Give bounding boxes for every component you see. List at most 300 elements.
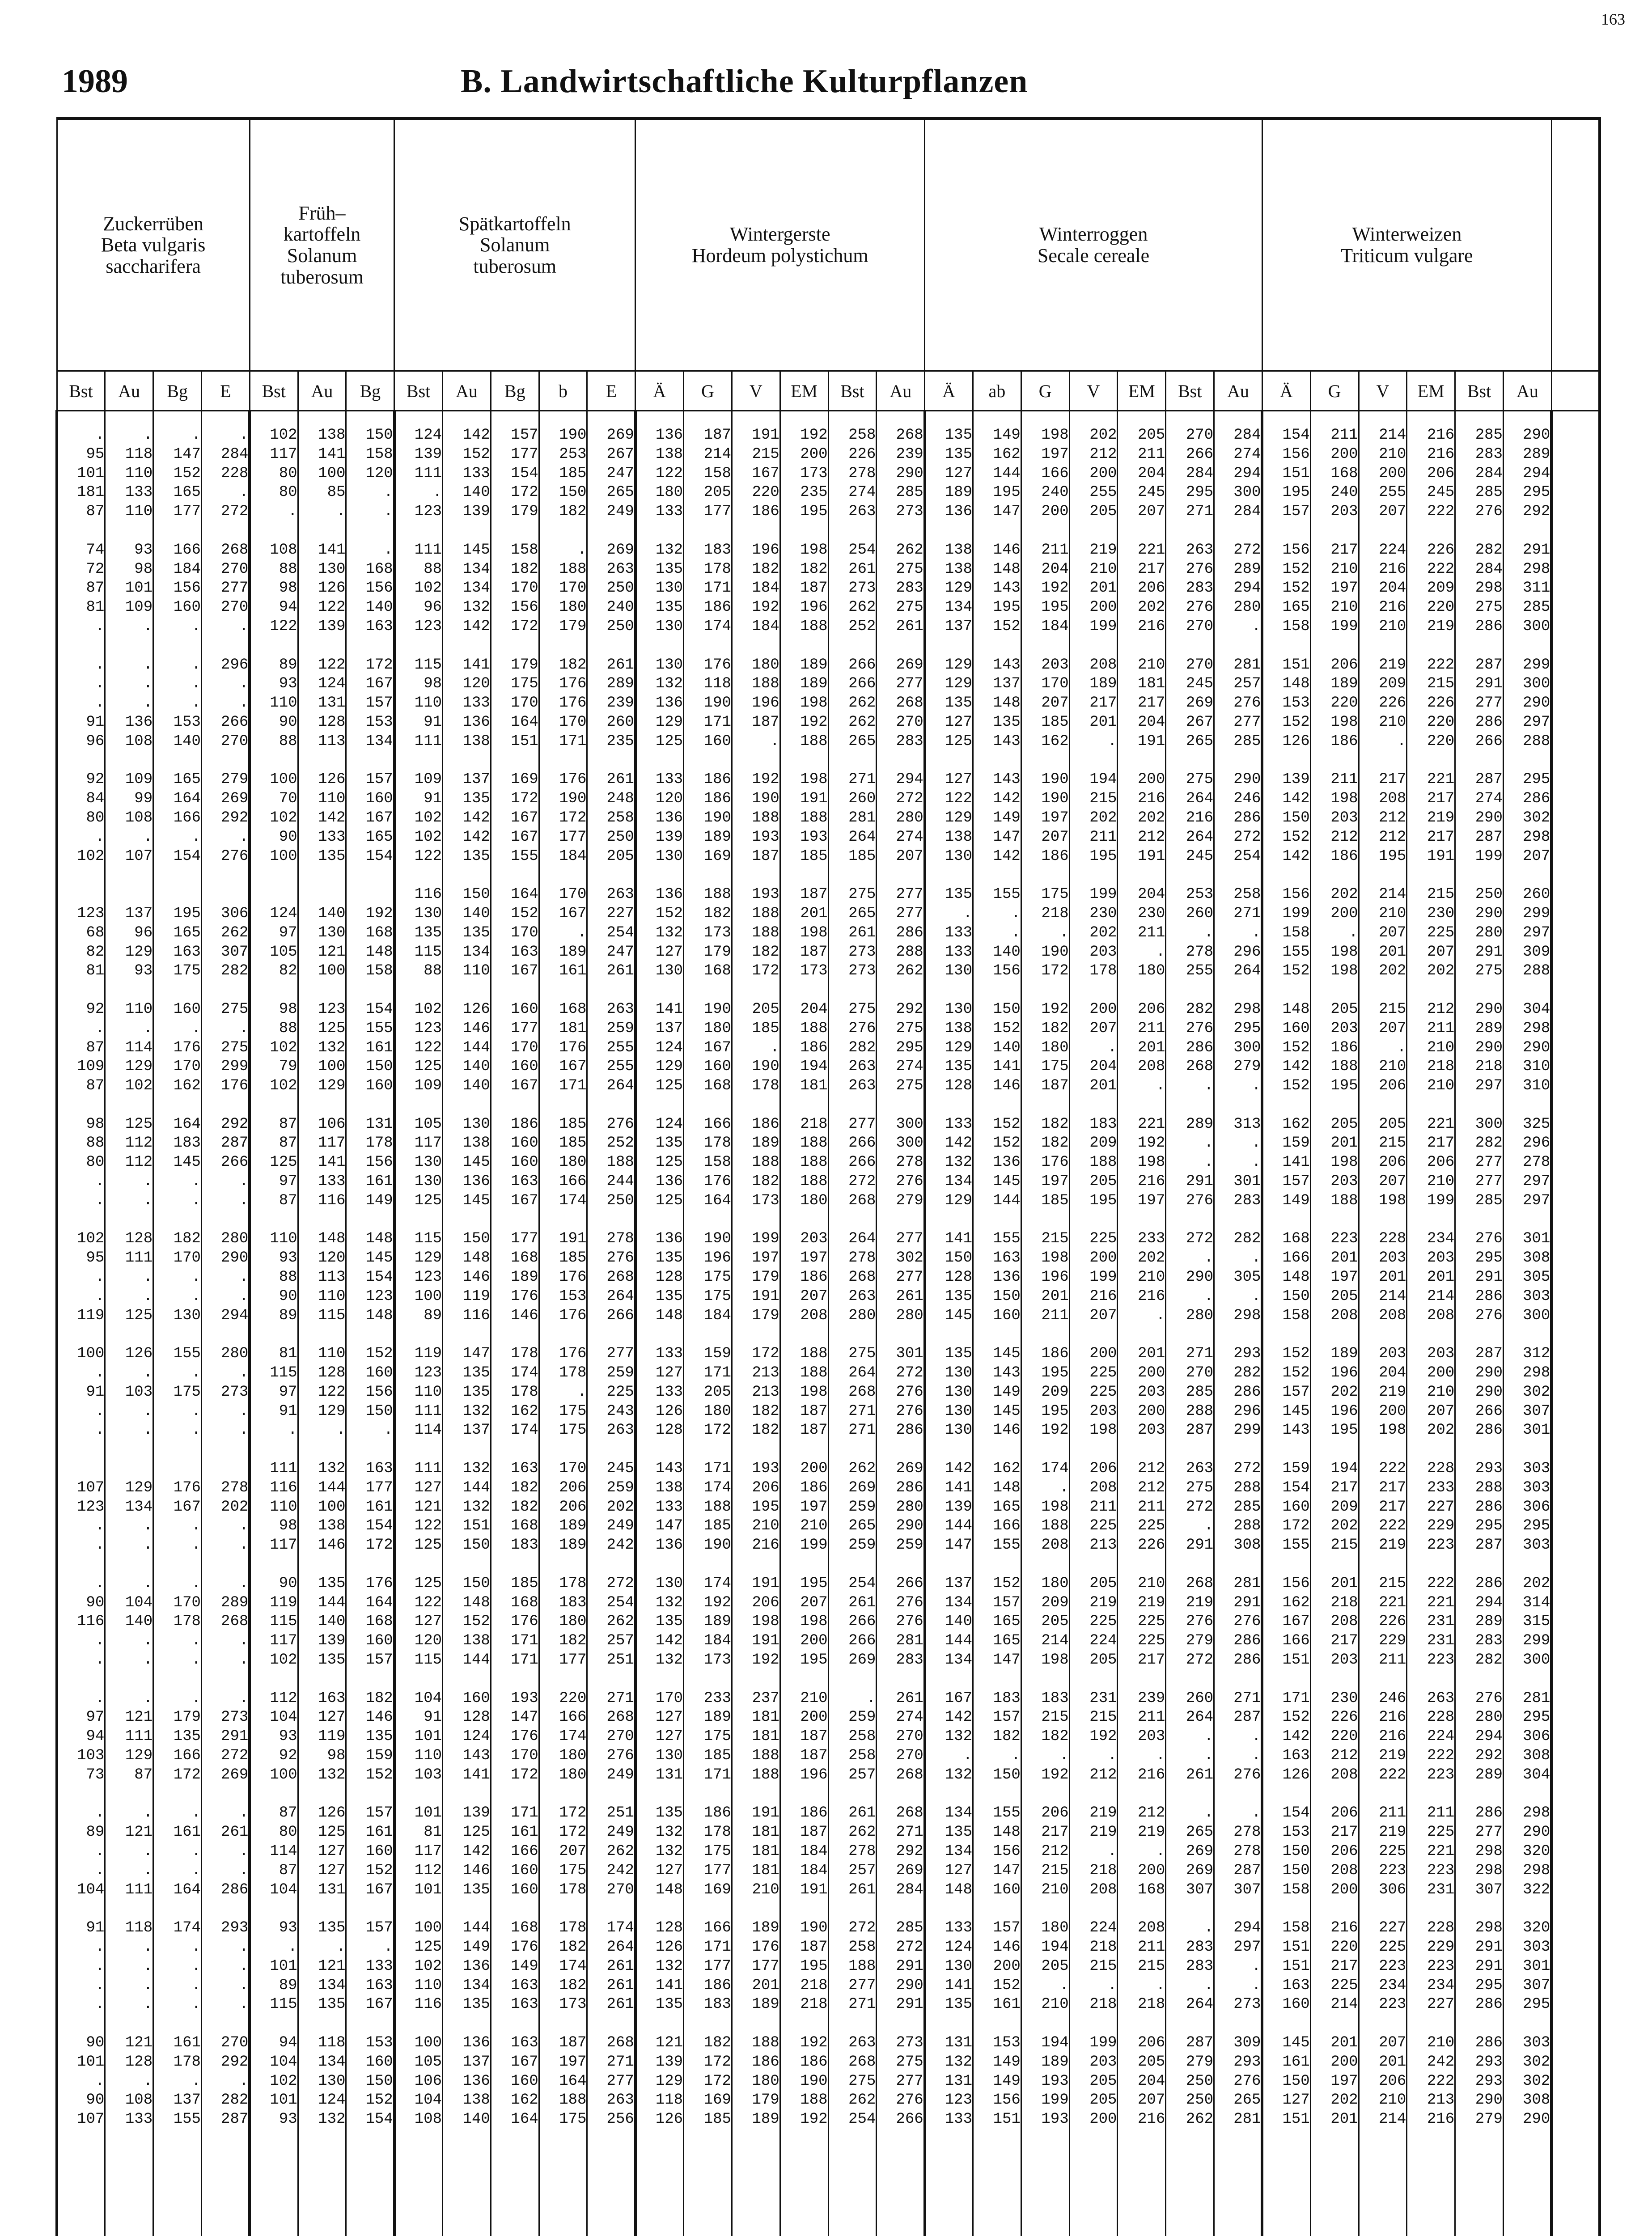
value-block: 253 260 . 278 255 (1186, 886, 1214, 980)
column-header: Bg (346, 371, 394, 411)
value-block: 132 135 130 135 130 (655, 541, 683, 635)
value-block: 106 117 141 133 116 (318, 1115, 346, 1209)
value-block: 227 225 223 234 223 (1379, 1919, 1406, 2013)
column-header: V (732, 371, 780, 411)
value-block: 278 276 268 264 266 (606, 1230, 634, 1324)
value-block: 188 182 173 179 168 (703, 886, 731, 980)
value-block: 212 211 210 218 210 (1427, 1000, 1455, 1095)
value-block: 90 101 . 90 107 (77, 2034, 105, 2128)
value-block: 275 264 216 264 245 (1186, 771, 1214, 865)
value-block: 261 248 258 250 205 (606, 771, 634, 865)
value-block: 102 123 122 125 109 (414, 1000, 442, 1095)
value-block: 168 181 176 167 171 (559, 1000, 587, 1095)
value-block: 221 217 206 210 199 (1427, 1115, 1455, 1209)
value-block: 87 80 114 87 104 (270, 1804, 297, 1898)
value-block: 205 215 206 207 198 (1379, 1115, 1406, 1209)
value-block: 205 203 186 188 195 (1330, 1000, 1358, 1095)
value-block: 163 167 160 162 164 (511, 2034, 538, 2128)
value-block: 291 298 311 285 300 (1523, 541, 1550, 635)
value-block: 108 88 98 94 122 (270, 541, 297, 635)
value-block: 148 120 113 110 115 (318, 1230, 346, 1324)
column-header: Bst (394, 371, 443, 411)
value-block: 130 138 145 136 145 (462, 1115, 490, 1209)
value-block: 167 142 132 . 132 (945, 1690, 972, 1783)
value-block: 188 186 180 179 189 (752, 2034, 779, 2128)
value-block: 203 197 186 207 208 (800, 1230, 828, 1324)
column-header: V (1359, 371, 1407, 411)
value-block: 191 181 181 181 210 (752, 1804, 779, 1898)
value-block: 190 187 195 218 218 (800, 1919, 828, 2013)
value-block: 292 275 295 274 275 (896, 1000, 923, 1095)
data-column (250, 411, 298, 2236)
value-block: 116 130 135 115 88 (414, 886, 442, 980)
value-block: 170 127 127 130 131 (655, 1690, 683, 1783)
value-block: 131 178 156 161 149 (365, 1115, 393, 1209)
value-block: 275 276 282 263 263 (848, 1000, 876, 1095)
value-block: . 104 140 . . (125, 1575, 153, 1669)
value-block: 186 178 175 177 169 (703, 1804, 731, 1898)
value-block: 275 264 268 271 271 (848, 1345, 876, 1439)
value-block: 261 289 239 260 235 (606, 656, 634, 750)
value-block: 263 268 275 262 254 (848, 2034, 876, 2128)
value-block: 160 177 170 160 167 (511, 1000, 538, 1095)
value-block: 111 116 110 98 117 (270, 1460, 297, 1554)
value-block: 313 . . 301 283 (1233, 1115, 1261, 1209)
value-block: 296 . . 266 270 (221, 656, 249, 750)
value-block: 219 210 201 200 199 (1089, 541, 1117, 635)
value-block: 187 197 164 188 175 (559, 2034, 587, 2128)
value-block: 150 148 152 138 144 (462, 1575, 490, 1669)
value-block: 268 239 290 285 273 (896, 427, 923, 521)
data-column (828, 411, 877, 2236)
value-block: 295 286 302 298 207 (1523, 771, 1550, 865)
value-block: 90 119 115 117 102 (270, 1575, 297, 1669)
value-block: 92 . 87 109 87 (77, 1000, 105, 1095)
value-block: 217 208 212 212 195 (1379, 771, 1406, 865)
column-header: Au (877, 371, 925, 411)
value-block: 290 289 290 218 297 (1475, 1000, 1503, 1095)
value-block: 182 170 . . 130 (173, 1230, 201, 1324)
group-label: Spätkartoffeln Solanum tuberosum (458, 212, 571, 277)
value-block: 155 . . 140 156 (993, 886, 1021, 980)
value-block: 164 152 170 163 167 (511, 886, 538, 980)
value-block: 150 148 146 119 116 (462, 1230, 490, 1324)
value-block: 160 128 124 143 141 (462, 1690, 490, 1783)
value-block: 210 181 217 204 191 (1138, 656, 1165, 750)
value-block: 268 219 276 279 272 (1186, 1575, 1214, 1669)
value-block: 132 144 132 151 150 (462, 1460, 490, 1554)
value-block: 118 134 130 124 132 (318, 2034, 346, 2128)
value-block: 272 254 262 257 251 (606, 1575, 634, 1669)
value-block: 208 211 215 . 218 (1138, 1919, 1165, 2013)
value-block: . 97 94 103 73 (77, 1690, 105, 1783)
value-block: 270 245 269 267 265 (1186, 656, 1214, 750)
value-block: 192 186 190 188 192 (800, 2034, 828, 2128)
value-block: 280 290 . . 294 (221, 1230, 249, 1324)
value-block: 233 189 175 185 171 (703, 1690, 731, 1783)
value-block: 206 205 204 207 216 (1138, 2034, 1165, 2128)
value-block: 186 187 184 184 191 (800, 1804, 828, 1898)
value-block: . 147 152 165 177 (173, 427, 201, 521)
value-block: 137 135 142 142 135 (462, 771, 490, 865)
value-block: 183 178 171 186 174 (703, 541, 731, 635)
column-header: Bst (1455, 371, 1504, 411)
value-block: 246 216 216 219 222 (1379, 1690, 1406, 1783)
value-block: 135 . 133 133 130 (945, 886, 972, 980)
value-block: 189 176 177 201 189 (752, 1919, 779, 2013)
value-block: 152 152 136 145 144 (993, 1115, 1021, 1209)
value-block: 191 206 198 191 192 (752, 1575, 779, 1669)
column-header: EM (1118, 371, 1166, 411)
value-block: 214 210 200 255 207 (1379, 427, 1406, 521)
value-block: 126 . 103 . . (125, 1345, 153, 1439)
value-block: 105 117 130 130 125 (414, 1115, 442, 1209)
value-block: 93 . 101 89 115 (270, 1919, 297, 2013)
value-block: 198 191 188 193 185 (800, 771, 828, 865)
value-block: 175 218 . 190 172 (1041, 886, 1069, 980)
value-block: 250 290 280 291 275 (1475, 886, 1503, 980)
value-block: 157 160 167 165 154 (365, 771, 393, 865)
value-block: . 121 . . 111 (125, 1804, 153, 1898)
value-block: . 284 228 . 272 (221, 427, 249, 521)
value-block: 165 164 166 . 154 (173, 771, 201, 865)
page-number: 163 (1601, 10, 1625, 28)
value-block: 110 . 114 129 102 (125, 1000, 153, 1095)
value-block: 303 303 306 295 303 (1523, 1460, 1550, 1554)
value-block: . 121 111 129 87 (125, 1690, 153, 1783)
value-block: 228 229 223 234 227 (1427, 1919, 1455, 2013)
value-block: 138 138 129 134 137 (945, 541, 972, 635)
value-block: 128 111 . . 125 (125, 1230, 153, 1324)
value-block: 260 299 297 309 288 (1523, 886, 1550, 980)
value-block: 148 160 152 142 152 (1282, 1000, 1310, 1095)
column-header: EM (780, 371, 828, 411)
value-block: 111 127 121 122 125 (414, 1460, 442, 1554)
value-block: 183 215 182 . 192 (1041, 1690, 1069, 1783)
value-block: 210 200 187 187 196 (800, 1690, 828, 1783)
value-block: 245 259 202 249 242 (606, 1460, 634, 1554)
value-block: 102 95 . . 119 (77, 1230, 105, 1324)
value-block: 166 178 158 176 164 (703, 1115, 731, 1209)
value-block: 298 291 291 295 286 (1475, 1919, 1503, 2013)
data-column (201, 411, 250, 2236)
value-block: 153 149 149 156 151 (993, 2034, 1021, 2128)
column-header-row (57, 371, 1600, 411)
value-block: 275 265 261 273 273 (848, 886, 876, 980)
value-block: 271 260 281 264 185 (848, 771, 876, 865)
value-block: 153 160 150 152 154 (365, 2034, 393, 2128)
value-block: . 283 283 . 264 (1186, 1919, 1214, 2013)
column-header: b (539, 371, 587, 411)
value-block: 215 207 . 210 206 (1379, 1000, 1406, 1095)
value-block: 122 124 131 128 113 (318, 656, 346, 750)
column-header: Au (298, 371, 346, 411)
value-block: 190 190 197 207 186 (1041, 771, 1069, 865)
value-block: 185 168 176 171 171 (511, 1575, 538, 1669)
value-block: 142 152 133 140 139 (462, 427, 490, 521)
empty-column (1551, 411, 1600, 2236)
column-header: Ä (1262, 371, 1310, 411)
value-block: 182 182 176 197 185 (1041, 1115, 1069, 1209)
column-header: Bst (57, 371, 105, 411)
value-block: 211 219 225 223 306 (1379, 1804, 1406, 1898)
value-block: 217 210 197 210 199 (1330, 541, 1358, 635)
value-block: 174 192 189 184 173 (703, 1575, 731, 1669)
value-block: 193 147 176 170 172 (511, 1690, 538, 1783)
value-block: 135 130 130 130 130 (945, 1345, 972, 1439)
value-block: 100 125 102 110 116 (414, 1919, 442, 2013)
value-block: 234 203 201 214 208 (1427, 1230, 1455, 1324)
value-block: 172 213 213 182 182 (752, 1345, 779, 1439)
data-column (1262, 411, 1310, 2236)
value-block: 216 220 217 225 214 (1330, 1919, 1358, 2013)
value-block: 206 217 206 208 200 (1330, 1804, 1358, 1898)
value-block: 136 137 136 138 140 (462, 2034, 490, 2128)
value-block: 281 257 276 277 285 (1233, 656, 1261, 750)
value-block: 200 225 225 203 198 (1089, 1345, 1117, 1439)
value-block: 215 221 226 229 211 (1379, 1575, 1406, 1669)
value-block: 176 178 . 175 175 (559, 1345, 587, 1439)
value-block: 166 184 156 160 . (173, 541, 201, 635)
value-block: 162 159 141 157 149 (1282, 1115, 1310, 1209)
value-block: 124 97 105 82 (270, 905, 297, 980)
value-block: 287 290 290 266 286 (1475, 1345, 1503, 1439)
value-block: . 265 269 269 307 (1186, 1804, 1214, 1898)
group-header (925, 119, 1262, 371)
value-block: 128 126 132 141 135 (655, 1919, 683, 2013)
column-header: G (1021, 371, 1069, 411)
value-block: 292 287 266 . . (221, 1115, 249, 1209)
value-block: 304 298 290 310 310 (1523, 1000, 1550, 1095)
value-block: 207 201 206 210 214 (1379, 2034, 1406, 2128)
value-block: 171 174 188 185 190 (703, 1460, 731, 1554)
value-block: 211 200 168 240 203 (1330, 427, 1358, 521)
value-block: 192 168 148 158 (365, 905, 393, 980)
column-header: E (587, 371, 635, 411)
value-block: 290 289 294 295 292 (1523, 427, 1550, 521)
value-block: 174 264 261 261 261 (606, 1919, 634, 2013)
value-block: 104 91 101 110 103 (414, 1690, 442, 1783)
value-block: 143 138 133 147 136 (655, 1460, 683, 1554)
value-block: 301 308 305 303 300 (1523, 1230, 1550, 1324)
value-block: 180 188 196 187 . (752, 656, 779, 750)
value-block: 92 84 80 . 102 (77, 771, 105, 865)
value-block: 309 293 276 265 281 (1233, 2034, 1261, 2128)
value-block: . . . 91 96 (86, 656, 105, 750)
value-block: 206 211 201 208 . (1138, 1000, 1165, 1095)
column-header: EM (1407, 371, 1455, 411)
value-block: 320 303 301 307 295 (1523, 1919, 1550, 2013)
value-block: 166 171 177 186 183 (703, 1919, 731, 2013)
value-block: 195 165 163 175 (173, 905, 201, 980)
value-block: . 89 . . 104 (77, 1804, 105, 1898)
value-block: 136 138 122 180 133 (655, 427, 683, 521)
value-block: 174 . 198 188 208 (1041, 1460, 1069, 1554)
value-block: 193 188 188 182 172 (752, 886, 779, 980)
data-column (1166, 411, 1214, 2236)
value-block: 189 196 202 196 195 (1330, 1345, 1358, 1439)
column-header: ab (973, 371, 1021, 411)
value-block: 298 290 320 298 322 (1523, 1804, 1550, 1898)
column-header: G (684, 371, 732, 411)
value-block: 159 171 205 180 172 (703, 1345, 731, 1439)
value-block: 133 120 136 139 130 (655, 771, 683, 865)
value-block: 279 269 292 . 276 (221, 771, 249, 865)
value-block: 154 153 150 150 158 (1282, 1804, 1310, 1898)
value-block: 186 189 188 182 173 (752, 1115, 779, 1209)
value-block: 176 190 172 177 184 (559, 771, 587, 865)
value-block: 143 137 148 135 143 (993, 656, 1021, 750)
value-block: 195 207 198 200 195 (800, 1575, 828, 1669)
value-block: 268 270 277 270 . (221, 541, 249, 635)
value-block: 281 295 306 308 304 (1523, 1690, 1550, 1783)
value-block: 199 230 202 203 178 (1089, 886, 1117, 980)
value-block: 147 135 135 132 137 (462, 1345, 490, 1439)
value-block: 163 127 119 98 132 (318, 1690, 346, 1783)
value-block: 312 298 302 307 301 (1523, 1345, 1550, 1439)
value-block: 258 226 278 274 263 (848, 427, 876, 521)
value-block: 294 297 . . 273 (1233, 1919, 1261, 2013)
value-block: 109 91 102 102 122 (414, 771, 442, 865)
value-block: 196 182 184 192 184 (752, 541, 779, 635)
value-block: 183 209 188 205 195 (1089, 1115, 1117, 1209)
value-block: 298 295 300 279 . (1233, 1000, 1261, 1095)
value-block: 161 178 . 137 155 (173, 2034, 201, 2128)
value-block: 152 152 157 145 143 (1282, 1345, 1310, 1439)
value-block: 204 230 211 . 180 (1138, 886, 1165, 980)
value-block: 203 204 219 200 198 (1379, 1345, 1406, 1439)
value-block: 182 176 176 170 171 (559, 656, 587, 750)
value-block: 269 267 247 265 249 (606, 427, 634, 521)
value-block: 130 132 136 129 125 (655, 656, 683, 750)
value-block: 151 148 153 152 126 (1282, 656, 1310, 750)
value-block: 127 122 129 138 130 (945, 771, 972, 865)
value-block: 222 221 231 231 223 (1427, 1575, 1455, 1669)
value-block: 180 194 205 . 210 (1041, 1919, 1069, 2013)
value-block: 221 217 219 217 191 (1427, 771, 1455, 865)
value-block: 208 189 217 201 . (1089, 656, 1117, 750)
value-block: 133 127 133 126 128 (655, 1345, 683, 1439)
data-column (346, 411, 394, 2236)
value-block: 263 276 283 276 270 (1186, 541, 1214, 635)
column-header: Au (443, 371, 491, 411)
value-block: 211 204 192 195 184 (1041, 541, 1069, 635)
value-block: 191 185 176 153 176 (559, 1230, 587, 1324)
column-header: Bst (828, 371, 877, 411)
value-block: 205 185 . 190 178 (752, 1000, 779, 1095)
value-block: 133 142 132 134 129 (945, 1115, 972, 1209)
data-column (1310, 411, 1359, 2236)
value-block: 303 302 302 308 290 (1523, 2034, 1550, 2128)
value-block: 282 276 286 268 . (1186, 1000, 1214, 1095)
value-block: 224 218 215 . 218 (1089, 1919, 1117, 2013)
value-block: 269 277 268 270 283 (896, 656, 923, 750)
value-block: 174 . . . . (173, 1919, 201, 2013)
column-header: Au (1503, 371, 1551, 411)
value-block: 146 148 143 195 152 (993, 541, 1021, 635)
value-block: 134 135 134 127 148 (945, 1804, 972, 1898)
value-block: 100 . 91 . . (77, 1345, 105, 1439)
value-block: . 170 178 . . (173, 1575, 201, 1669)
value-block: 280 . 273 . . (221, 1345, 249, 1439)
value-block: 107 123 . . (77, 1479, 105, 1554)
value-block: 111 88 102 96 123 (414, 541, 442, 635)
value-block: 268 271 277 263 256 (606, 2034, 634, 2128)
value-block: 201 200 197 202 201 (1330, 2034, 1358, 2128)
data-column (491, 411, 539, 2236)
value-block: 287 279 250 250 262 (1186, 2034, 1214, 2128)
value-block: 263 227 254 247 261 (606, 886, 634, 980)
column-header: Ä (925, 371, 973, 411)
value-block: 218 188 188 188 180 (800, 1115, 828, 1209)
group-header (1262, 119, 1551, 371)
value-block: 211 198 203 212 186 (1330, 771, 1358, 865)
value-block: 282 . 305 . 298 (1233, 1230, 1261, 1324)
value-block: 262 269 259 265 259 (848, 1460, 876, 1554)
value-block: 129 134 . . (125, 1479, 153, 1554)
data-column (443, 411, 491, 2236)
value-block: 223 201 197 205 208 (1330, 1230, 1358, 1324)
value-block: . 289 268 . . (221, 1575, 249, 1669)
column-header: Bg (153, 371, 202, 411)
value-block: 193 206 195 210 216 (752, 1460, 779, 1554)
value-block: 301 272 276 276 286 (896, 1345, 923, 1439)
value-block: 100 105 106 104 108 (414, 2034, 442, 2128)
value-block: 262 275 283 275 261 (896, 541, 923, 635)
value-block: 306 262 307 282 (221, 905, 249, 980)
value-block: 293 282 286 296 299 (1233, 1345, 1261, 1439)
group-header (57, 119, 250, 371)
value-block: 156 152 152 165 158 (1282, 541, 1310, 635)
value-block: 150 152 140 141 146 (993, 1000, 1021, 1095)
value-block: 186 195 209 195 192 (1041, 1345, 1069, 1439)
value-block: 158 182 170 156 172 (511, 541, 538, 635)
value-block: 199 197 179 191 179 (752, 1230, 779, 1324)
value-block: . 161 . . 164 (173, 1804, 201, 1898)
value-block: 216 216 206 245 222 (1427, 427, 1455, 521)
value-block: 157 177 154 172 179 (511, 427, 538, 521)
value-block: 271 270 285 288 287 (1186, 1345, 1214, 1439)
data-column (1407, 411, 1455, 2236)
value-block: 194 189 193 199 193 (1041, 2034, 1069, 2128)
value-block: 293 288 286 295 287 (1475, 1460, 1503, 1554)
value-block: . . . 153 140 (173, 656, 201, 750)
value-block: 121 128 . 108 133 (125, 2034, 153, 2128)
value-block: 199 203 205 205 200 (1089, 2034, 1117, 2128)
value-block: 156 162 167 166 151 (1282, 1575, 1310, 1669)
value-block: 277 277 286 288 262 (896, 886, 923, 980)
value-block: 152 160 156 150 . (365, 1345, 393, 1439)
column-header: E (201, 371, 250, 411)
group-header (394, 119, 635, 371)
value-block: 198 197 166 240 200 (1041, 427, 1069, 521)
value-block: 231 215 192 . 212 (1089, 1690, 1117, 1783)
value-block: 150 158 120 . . (365, 427, 393, 521)
value-block: 271 268 270 276 249 (606, 1690, 634, 1783)
value-block: 163 182 182 168 183 (511, 1460, 538, 1554)
value-block: 233 202 210 216 . (1138, 1230, 1165, 1324)
value-block: 212 212 211 225 226 (1138, 1460, 1165, 1554)
value-block: 263 259 255 255 264 (606, 1000, 634, 1095)
data-column (1118, 411, 1166, 2236)
value-block: 135 135 127 189 136 (945, 427, 972, 521)
value-block: 171 161 166 160 160 (511, 1804, 538, 1898)
value-block: 143 142 149 147 142 (993, 771, 1021, 865)
value-block: 281 291 276 286 286 (1233, 1575, 1261, 1669)
value-block: 194 215 202 211 195 (1089, 771, 1117, 865)
value-block: 251 249 262 242 270 (606, 1804, 634, 1898)
data-column (1021, 411, 1069, 2236)
